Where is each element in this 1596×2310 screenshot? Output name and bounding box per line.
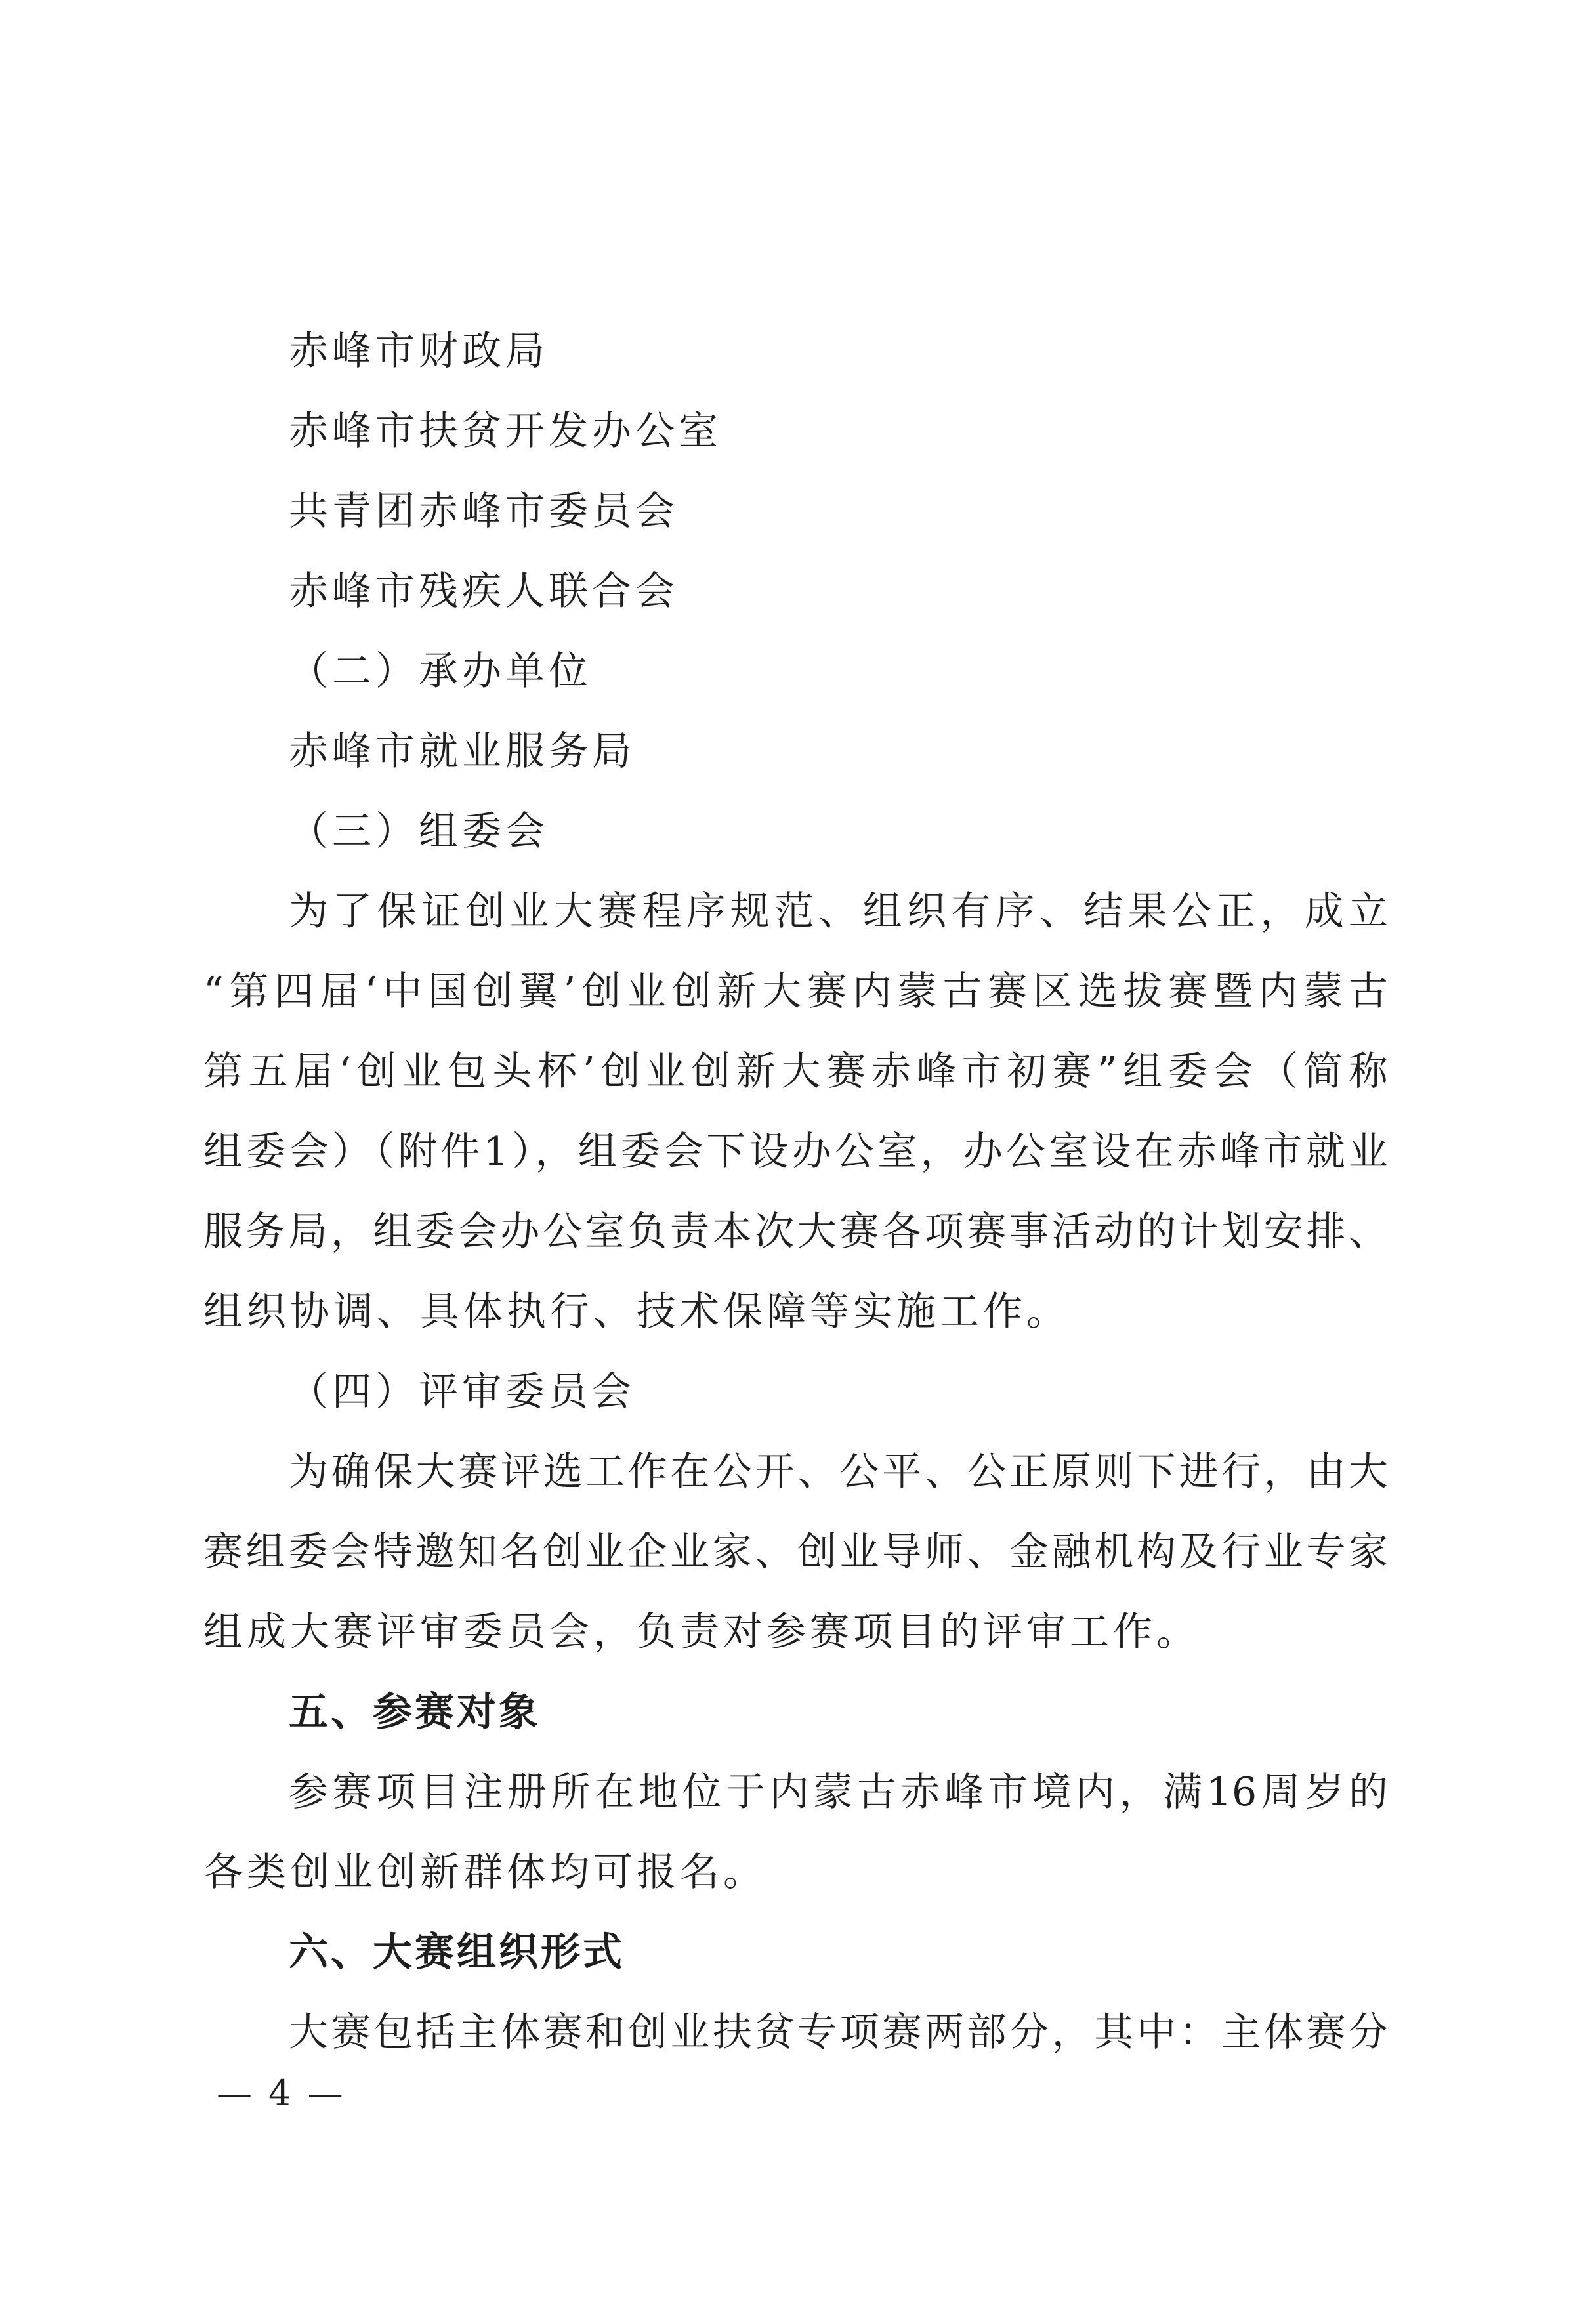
- paragraph-line: “第四届‘中国创翼’创业创新大赛内蒙古赛区选拔赛暨内蒙古: [203, 969, 1388, 1015]
- body-line: 赤峰市扶贫开发办公室: [289, 408, 722, 454]
- chapter-heading: 六、大赛组织形式: [289, 1929, 625, 1975]
- section-heading: （二）承办单位: [289, 648, 592, 694]
- body-line: 赤峰市就业服务局: [289, 728, 635, 774]
- paragraph-line: 各类创业创新群体均可报名。: [203, 1849, 766, 1895]
- paragraph-line: 大赛包括主体赛和创业扶贫专项赛两部分，其中：主体赛分: [289, 2009, 1388, 2055]
- paragraph-line: 赛组委会特邀知名创业企业家、创业导师、金融机构及行业专家: [203, 1529, 1388, 1575]
- page-number: — 4 —: [217, 2072, 346, 2114]
- chapter-heading: 五、参赛对象: [289, 1689, 541, 1735]
- paragraph-line: 组委会）（附件1），组委会下设办公室，办公室设在赤峰市就业: [203, 1129, 1388, 1175]
- paragraph-line: 为确保大赛评选工作在公开、公平、公正原则下进行，由大: [289, 1449, 1388, 1495]
- body-line: 赤峰市财政局: [289, 328, 549, 374]
- paragraph-line: 服务局，组委会办公室负责本次大赛各项赛事活动的计划安排、: [203, 1209, 1388, 1255]
- section-heading: （三）组委会: [289, 808, 549, 854]
- paragraph-line: 参赛项目注册所在地位于内蒙古赤峰市境内，满16周岁的: [289, 1769, 1388, 1815]
- paragraph-line: 第五届‘创业包头杯’创业创新大赛赤峰市初赛”组委会（简称: [203, 1049, 1388, 1095]
- body-line: 共青团赤峰市委员会: [289, 488, 679, 534]
- paragraph-line: 组织协调、具体执行、技术保障等实施工作。: [203, 1289, 1070, 1335]
- paragraph-line: 为了保证创业大赛程序规范、组织有序、结果公正，成立: [289, 889, 1388, 934]
- section-heading: （四）评审委员会: [289, 1369, 635, 1415]
- body-line: 赤峰市残疾人联合会: [289, 568, 679, 614]
- paragraph-line: 组成大赛评审委员会，负责对参赛项目的评审工作。: [203, 1609, 1200, 1655]
